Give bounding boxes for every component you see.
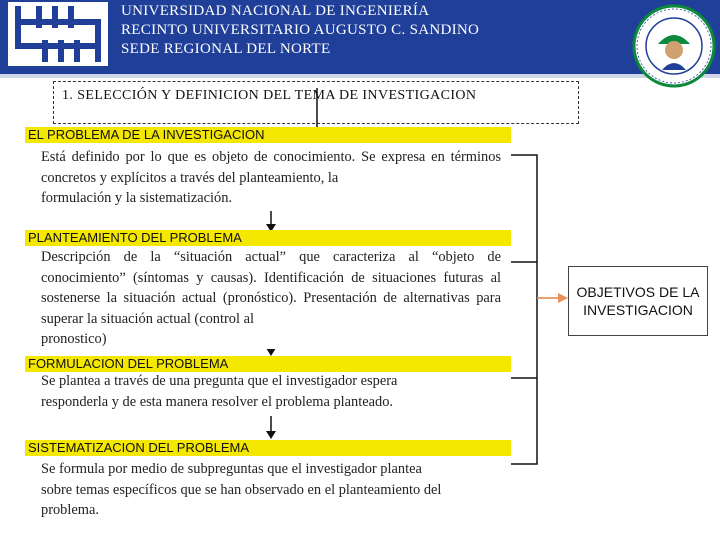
section-formulacion-text-end: responderla y de esta manera resolver el problema planteado. xyxy=(41,393,394,410)
section-problem-title: EL PROBLEMA DE LA INVESTIGACION xyxy=(25,127,511,143)
down-arrowhead-3 xyxy=(266,431,276,439)
right-bracket xyxy=(511,155,537,464)
section-problem-text-end: formulación y la sistematización. xyxy=(41,190,233,206)
section-planteamiento-body xyxy=(24,246,511,349)
objectives-box xyxy=(568,266,708,336)
section-planteamiento-text-end: pronostico) xyxy=(41,331,107,347)
section-formulacion-title: FORMULACION DEL PROBLEMA xyxy=(25,356,511,372)
section-problem-body xyxy=(24,143,511,211)
section-planteamiento-text: Descripción de la “situación actual” que caracteriza al “objeto de conocimiento” (síntomas y causas). Identificación de situaciones futuras al sostenerse la situación actual (pronóstico). Presentación de alternativas para superar la situación actual (control al xyxy=(41,249,501,327)
header-line-2: RECINTO UNIVERSITARIO AUGUSTO C. SANDINO xyxy=(121,22,480,38)
objectives-label: OBJETIVOS DE LA INVESTIGACION xyxy=(576,284,700,318)
section-problem-text: Está definido por lo que es objeto de conocimiento. Se expresa en términos concretos y explícitos a través del planteamiento, la xyxy=(41,149,501,186)
section-sistematizacion-text: Se formula por medio de subpreguntas que el investigador plantea xyxy=(41,461,422,477)
section-planteamiento-title: PLANTEAMIENTO DEL PROBLEMA xyxy=(25,230,511,246)
section-formulacion-body xyxy=(24,370,511,416)
section-formulacion-text: Se plantea a través de una pregunta que el investigador espera xyxy=(41,373,398,389)
section-sistematizacion-body xyxy=(24,455,511,521)
header-line-1: UNIVERSIDAD NACIONAL DE INGENIERÍA xyxy=(121,3,430,19)
section-sistematizacion-title: SISTEMATIZACION DEL PROBLEMA xyxy=(25,440,511,456)
section-sistematizacion-text-end: sobre temas específicos que se han observado en el planteamiento del problema. xyxy=(41,481,442,518)
step-title: 1. SELECCIÓN Y DEFINICION DEL TEMA DE INVESTIGACION xyxy=(62,88,477,103)
objectives-arrowhead xyxy=(558,293,568,303)
header-line-3: SEDE REGIONAL DEL NORTE xyxy=(121,41,331,57)
